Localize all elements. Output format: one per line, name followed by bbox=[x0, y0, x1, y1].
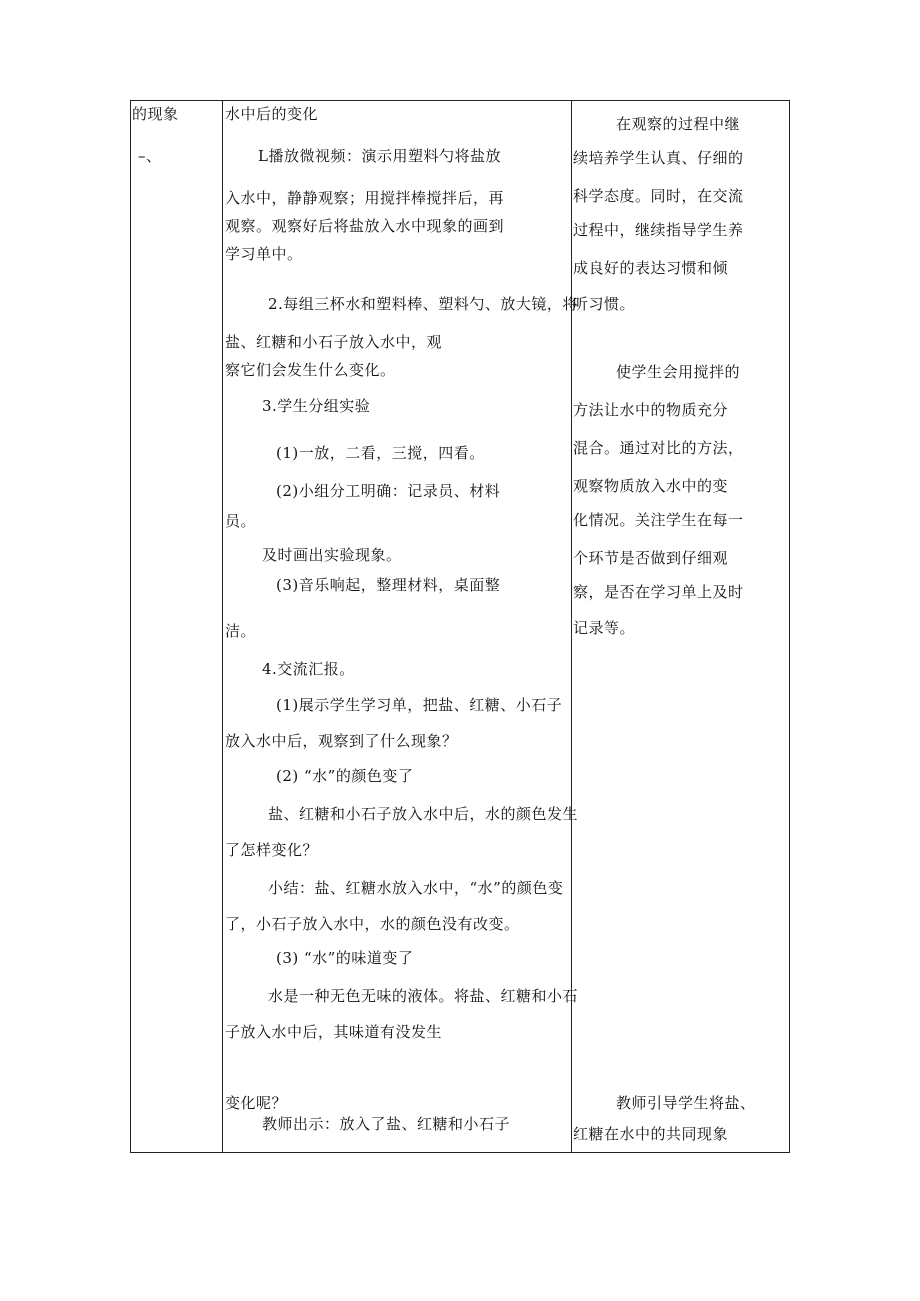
col2-line: 察它们会发生什么变化。 bbox=[225, 361, 396, 379]
col3-line: 察，是否在学习单上及时 bbox=[573, 583, 744, 601]
col3-line: 个环节是否做到仔细观 bbox=[573, 549, 729, 567]
col3-line: 化情况。关注学生在每一 bbox=[573, 511, 744, 529]
col3-line: 科学态度。同时，在交流 bbox=[573, 187, 744, 205]
col2-line: 教师出示：放入了盐、红糖和小石子 bbox=[262, 1115, 511, 1133]
col2-line: 了怎样变化？ bbox=[225, 841, 319, 859]
col2-line: 2.每组三杯水和塑料棒、塑料勺、放大镜，将 bbox=[268, 295, 578, 313]
col2-line: 学习单中。 bbox=[225, 245, 303, 263]
col3-line: 听习惯。 bbox=[573, 295, 636, 313]
col2-line: (2)小组分工明确：记录员、材料 bbox=[276, 482, 501, 500]
col2-line: 3.学生分组实验 bbox=[262, 397, 371, 415]
col2-line: 变化呢？ bbox=[225, 1094, 288, 1112]
col2-line: (1)展示学生学习单，把盐、红糖、小石子 bbox=[276, 696, 563, 714]
col3-line: 教师引导学生将盐、 bbox=[616, 1094, 756, 1112]
col2-line: 水是一种无色无味的液体。将盐、红糖和小石 bbox=[268, 987, 579, 1005]
col2-line: L播放微视频：演示用塑料勺将盐放 bbox=[258, 147, 501, 165]
col3-line: 使学生会用搅拌的 bbox=[616, 363, 741, 381]
column-divider-1 bbox=[222, 101, 223, 1152]
col2-line: 盐、红糖和小石子放入水中后，水的颜色发生 bbox=[268, 805, 579, 823]
col2-line: 水中后的变化 bbox=[225, 105, 319, 123]
col2-line: (1)一放，二看，三搅，四看。 bbox=[276, 444, 485, 462]
col3-line: 续培养学生认真、仔细的 bbox=[573, 149, 744, 167]
col3-line: 过程中，继续指导学生养 bbox=[573, 221, 744, 239]
col2-line: 4.交流汇报。 bbox=[262, 660, 355, 678]
col3-line: 在观察的过程中继 bbox=[616, 115, 741, 133]
col2-line: 观察。观察好后将盐放入水中现象的画到 bbox=[225, 217, 505, 235]
col2-line: 入水中，静静观察；用搅拌棒搅拌后，再 bbox=[225, 189, 505, 207]
col2-line: 子放入水中后，其味道有没发生 bbox=[225, 1023, 443, 1041]
col2-line: 员。 bbox=[225, 512, 257, 530]
col3-line: 红糖在水中的共同现象 bbox=[573, 1125, 729, 1143]
col2-line: 盐、红糖和小石子放入水中，观 bbox=[225, 333, 443, 351]
col2-line: 放入水中后，观察到了什么现象？ bbox=[225, 732, 458, 750]
row-label: 的现象 bbox=[132, 105, 179, 123]
col2-line: 及时画出实验现象。 bbox=[262, 546, 402, 564]
col2-line: (3)音乐响起，整理材料，桌面整 bbox=[276, 576, 501, 594]
col2-line: 洁。 bbox=[225, 622, 257, 640]
col3-line: 混合。通过对比的方法， bbox=[573, 439, 744, 457]
col3-line: 成良好的表达习惯和倾 bbox=[573, 259, 729, 277]
col2-line: 了，小石子放入水中，水的颜色没有改变。 bbox=[225, 915, 520, 933]
col3-line: 观察物质放入水中的变 bbox=[573, 477, 729, 495]
col3-line: 方法让水中的物质充分 bbox=[573, 401, 729, 419]
row-mark: –、 bbox=[138, 147, 162, 165]
col2-line: (3) “水”的味道变了 bbox=[276, 949, 414, 967]
col2-line: 小结：盐、红糖水放入水中，“水”的颜色变 bbox=[268, 879, 564, 897]
col3-line: 记录等。 bbox=[573, 619, 636, 637]
col2-line: (2) “水”的颜色变了 bbox=[276, 767, 414, 785]
